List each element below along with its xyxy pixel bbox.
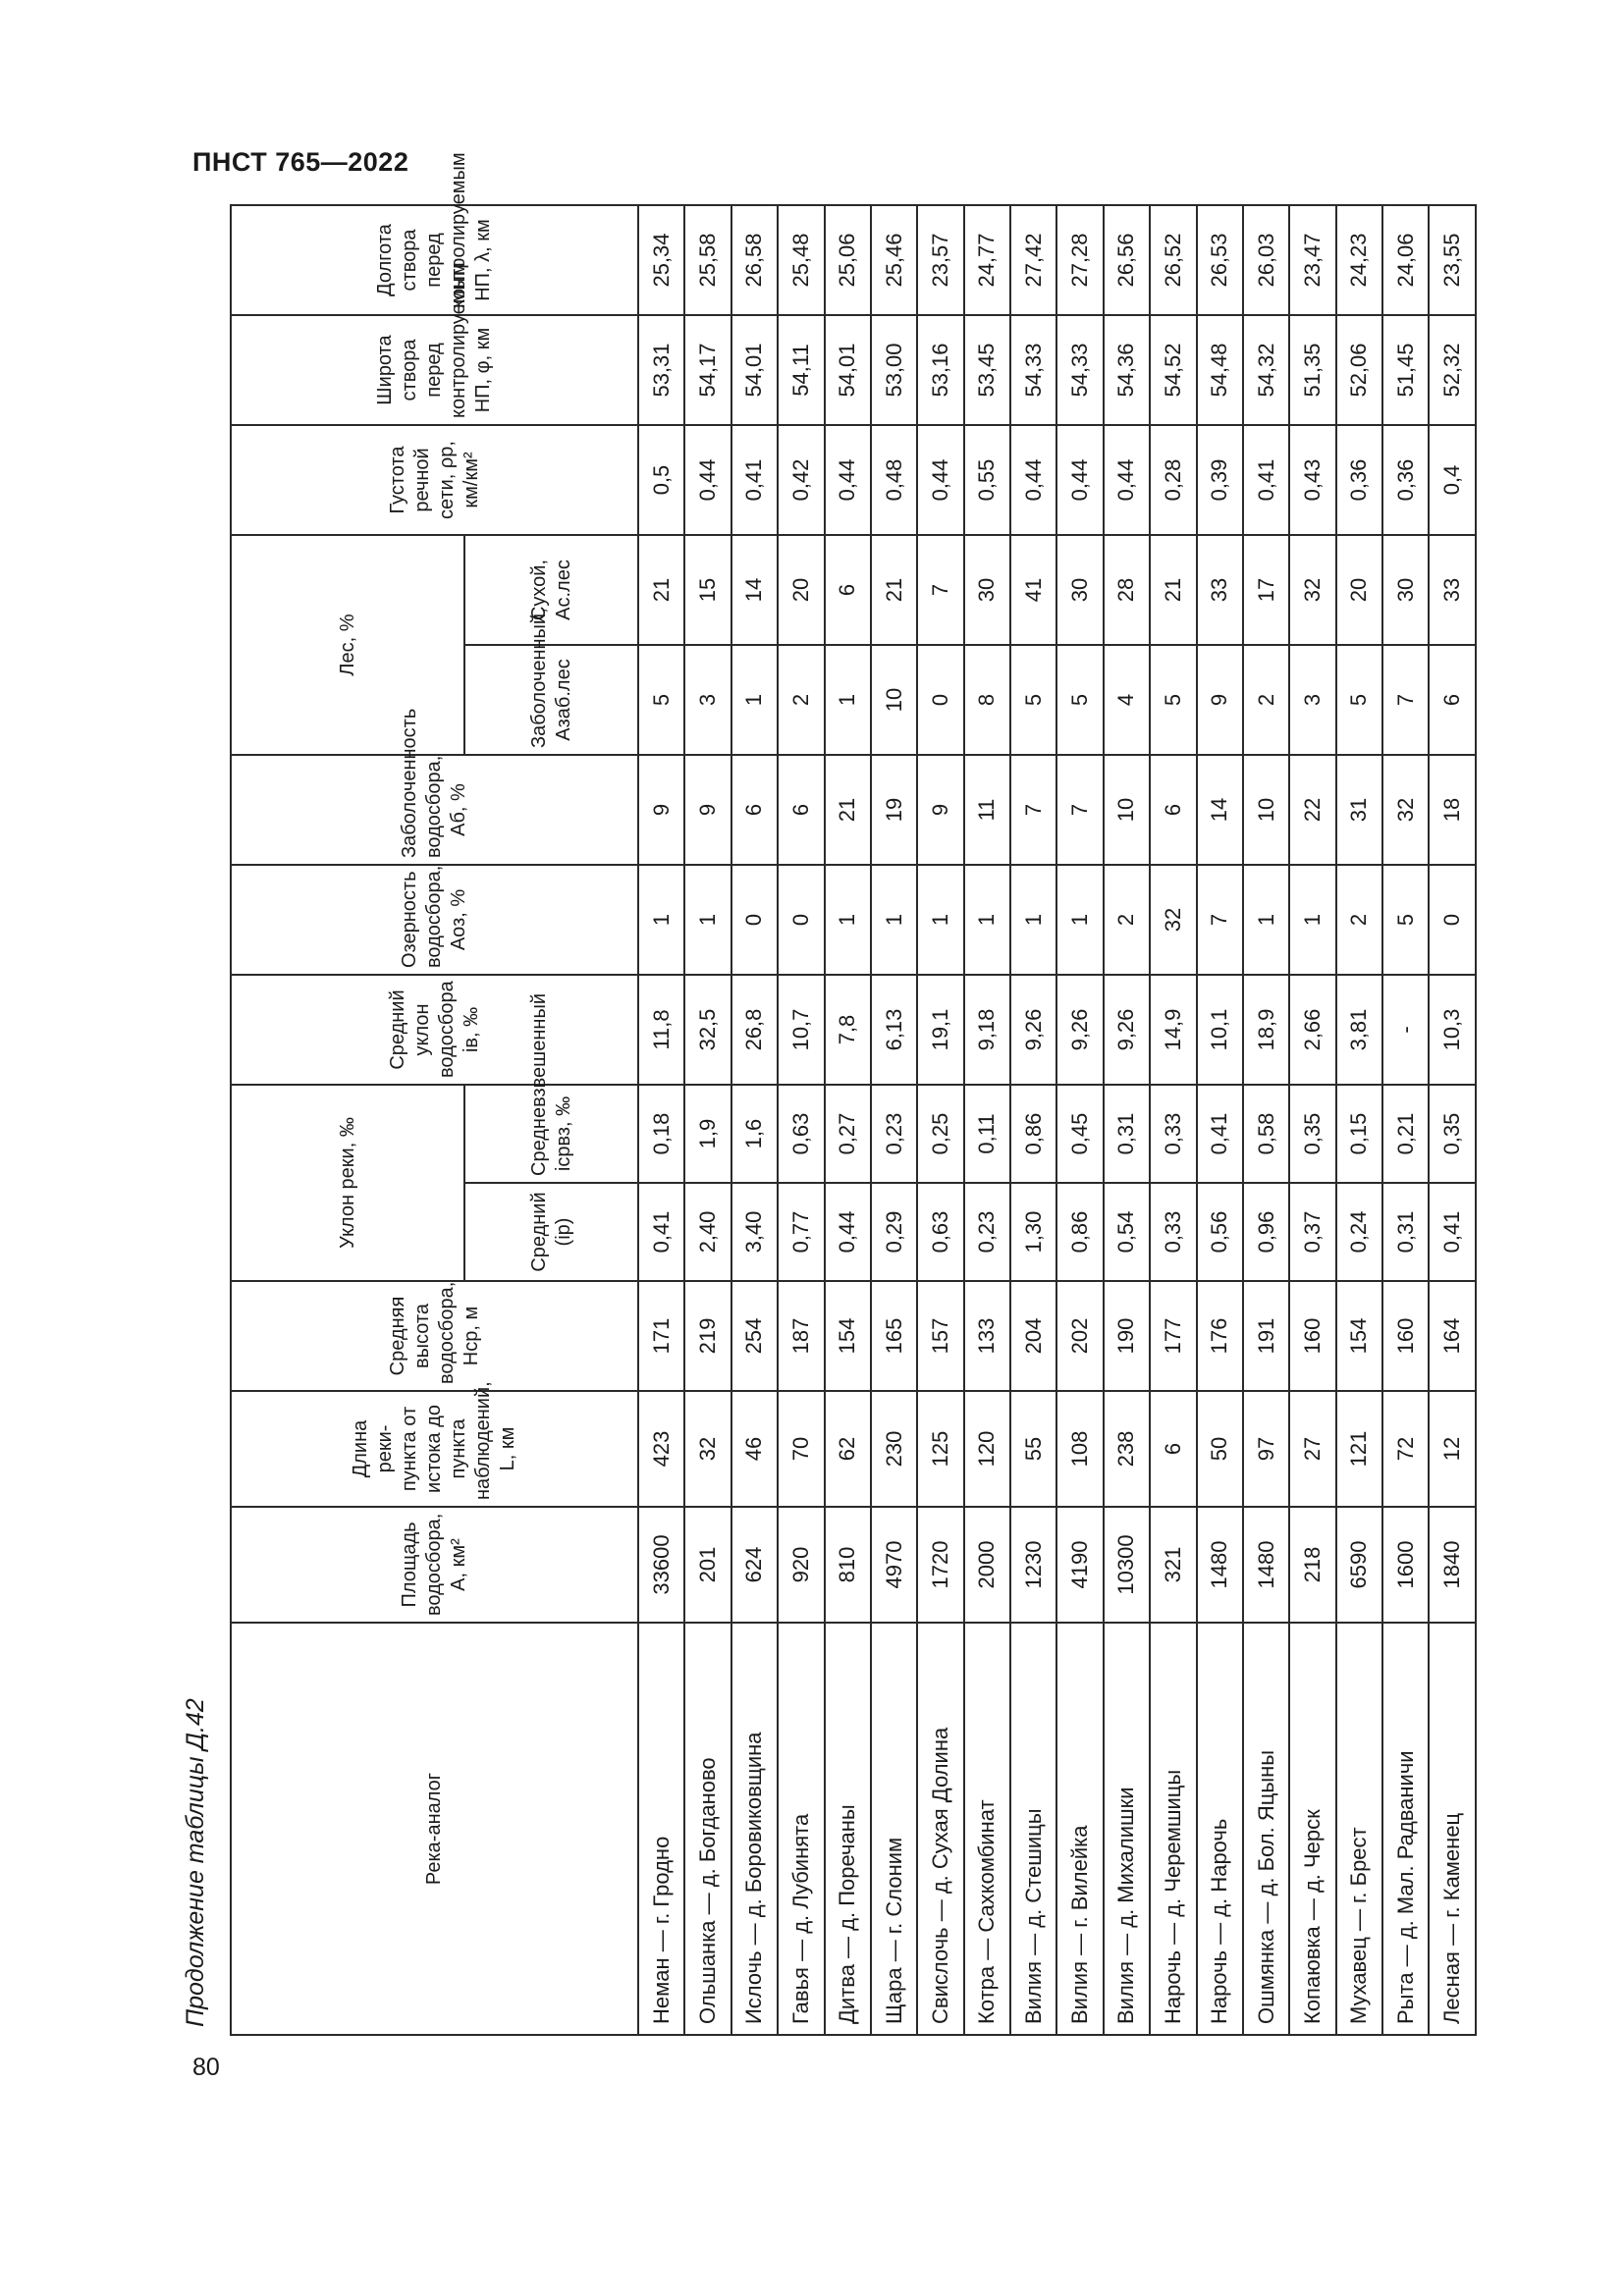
cell-forest-swamp: 10: [871, 645, 917, 755]
cell-length: 62: [825, 1391, 871, 1507]
cell-forest-swamp: 4: [1104, 645, 1150, 755]
cell-slope-weighted: 0,86: [1010, 1085, 1056, 1183]
cell-forest-swamp: 2: [1243, 645, 1289, 755]
header-lakes: Озерность водосбора, Aоз, %: [231, 865, 638, 975]
cell-area: 1600: [1382, 1507, 1429, 1623]
cell-density: 0,39: [1197, 425, 1243, 535]
cell-forest-dry: 30: [964, 535, 1010, 645]
cell-swamp: 6: [778, 755, 824, 865]
cell-river: Мухавец — г. Брест: [1336, 1623, 1382, 2035]
cell-forest-dry: 21: [638, 535, 684, 645]
header-slope-group: Уклон реки, ‰: [231, 1085, 464, 1281]
cell-slope-weighted: 0,18: [638, 1085, 684, 1183]
cell-slope-weighted: 0,25: [917, 1085, 963, 1183]
cell-basin-slope: 10,1: [1197, 975, 1243, 1085]
cell-density: 0,44: [684, 425, 731, 535]
cell-longitude: 25,58: [684, 205, 731, 315]
cell-longitude: 26,52: [1150, 205, 1196, 315]
cell-lakes: 1: [871, 865, 917, 975]
cell-forest-swamp: 6: [1429, 645, 1476, 755]
cell-basin-slope: 10,7: [778, 975, 824, 1085]
cell-latitude: 51,35: [1289, 315, 1335, 425]
cell-forest-swamp: 5: [1010, 645, 1056, 755]
cell-latitude: 54,01: [825, 315, 871, 425]
cell-longitude: 27,28: [1056, 205, 1103, 315]
table-row: [1289, 205, 1335, 2035]
cell-river: Неман — г. Гродно: [638, 1623, 684, 2035]
cell-lakes: 1: [638, 865, 684, 975]
cell-lakes: 0: [731, 865, 778, 975]
cell-height: 204: [1010, 1281, 1056, 1391]
cell-forest-swamp: 7: [1382, 645, 1429, 755]
table-row: [1056, 205, 1103, 2035]
cell-slope-weighted: 0,35: [1429, 1085, 1476, 1183]
cell-density: 0,36: [1382, 425, 1429, 535]
table-row: [778, 205, 824, 2035]
cell-length: 72: [1382, 1391, 1429, 1507]
cell-swamp: 10: [1243, 755, 1289, 865]
cell-density: 0,44: [1010, 425, 1056, 535]
cell-forest-dry: 14: [731, 535, 778, 645]
cell-height: 157: [917, 1281, 963, 1391]
header-slope-mean: Средний (iр): [464, 1183, 638, 1281]
cell-swamp: 9: [684, 755, 731, 865]
cell-forest-dry: 20: [1336, 535, 1382, 645]
cell-slope-mean: 0,77: [778, 1183, 824, 1281]
cell-longitude: 25,34: [638, 205, 684, 315]
header-height: Средняя высота водосбора, Hср, м: [231, 1281, 638, 1391]
cell-river: Свислочь — д. Сухая Долина: [917, 1623, 963, 2035]
cell-length: 27: [1289, 1391, 1335, 1507]
cell-forest-swamp: 1: [731, 645, 778, 755]
cell-density: 0,4: [1429, 425, 1476, 535]
cell-forest-dry: 21: [871, 535, 917, 645]
cell-swamp: 7: [1010, 755, 1056, 865]
cell-forest-dry: 41: [1010, 535, 1056, 645]
cell-forest-dry: 17: [1243, 535, 1289, 645]
cell-forest-swamp: 0: [917, 645, 963, 755]
cell-forest-dry: 7: [917, 535, 963, 645]
cell-length: 230: [871, 1391, 917, 1507]
cell-density: 0,55: [964, 425, 1010, 535]
cell-slope-mean: 2,40: [684, 1183, 731, 1281]
cell-basin-slope: 3,81: [1336, 975, 1382, 1085]
cell-length: 50: [1197, 1391, 1243, 1507]
cell-density: 0,42: [778, 425, 824, 535]
header-latitude: Широта створа перед контролируемым НП, φ, км: [231, 315, 638, 425]
cell-basin-slope: 26,8: [731, 975, 778, 1085]
cell-area: 201: [684, 1507, 731, 1623]
header-slope-weighted: Средневзвешенный iсрвз, ‰: [464, 1085, 638, 1183]
cell-lakes: 2: [1336, 865, 1382, 975]
cell-area: 1480: [1197, 1507, 1243, 1623]
cell-basin-slope: 14,9: [1150, 975, 1196, 1085]
cell-latitude: 53,45: [964, 315, 1010, 425]
cell-height: 165: [871, 1281, 917, 1391]
cell-latitude: 54,01: [731, 315, 778, 425]
cell-longitude: 23,57: [917, 205, 963, 315]
cell-height: 177: [1150, 1281, 1196, 1391]
cell-lakes: 2: [1104, 865, 1150, 975]
cell-area: 1720: [917, 1507, 963, 1623]
cell-forest-dry: 30: [1382, 535, 1429, 645]
cell-lakes: 32: [1150, 865, 1196, 975]
cell-forest-swamp: 8: [964, 645, 1010, 755]
cell-swamp: 19: [871, 755, 917, 865]
cell-longitude: 27,42: [1010, 205, 1056, 315]
cell-length: 32: [684, 1391, 731, 1507]
cell-latitude: 53,00: [871, 315, 917, 425]
cell-longitude: 26,56: [1104, 205, 1150, 315]
cell-longitude: 24,06: [1382, 205, 1429, 315]
table-row: [638, 205, 684, 2035]
cell-height: 190: [1104, 1281, 1150, 1391]
cell-latitude: 54,33: [1056, 315, 1103, 425]
header-forest-swamp: Заболоченный, Aзаб.лес: [464, 645, 638, 755]
table-body: [638, 205, 1476, 2035]
cell-slope-mean: 0,23: [964, 1183, 1010, 1281]
cell-forest-dry: 6: [825, 535, 871, 645]
cell-longitude: 26,03: [1243, 205, 1289, 315]
cell-swamp: 22: [1289, 755, 1335, 865]
cell-area: 2000: [964, 1507, 1010, 1623]
cell-slope-mean: 0,31: [1382, 1183, 1429, 1281]
cell-area: 920: [778, 1507, 824, 1623]
cell-swamp: 10: [1104, 755, 1150, 865]
cell-forest-swamp: 5: [1056, 645, 1103, 755]
cell-basin-slope: 9,26: [1010, 975, 1056, 1085]
cell-slope-weighted: 0,23: [871, 1085, 917, 1183]
cell-height: 219: [684, 1281, 731, 1391]
table-caption: Продолжение таблицы Д.42: [182, 1698, 209, 2027]
cell-slope-weighted: 0,41: [1197, 1085, 1243, 1183]
cell-area: 1840: [1429, 1507, 1476, 1623]
cell-forest-swamp: 9: [1197, 645, 1243, 755]
table-row: [825, 205, 871, 2035]
cell-swamp: 21: [825, 755, 871, 865]
cell-basin-slope: 9,26: [1104, 975, 1150, 1085]
cell-latitude: 54,52: [1150, 315, 1196, 425]
table-row: [964, 205, 1010, 2035]
cell-density: 0,41: [1243, 425, 1289, 535]
cell-river: Гавья — д. Лубинята: [778, 1623, 824, 2035]
cell-river: Ольшанка — д. Богданово: [684, 1623, 731, 2035]
cell-area: 1230: [1010, 1507, 1056, 1623]
cell-basin-slope: 9,18: [964, 975, 1010, 1085]
cell-forest-dry: 30: [1056, 535, 1103, 645]
cell-height: 187: [778, 1281, 824, 1391]
cell-length: 121: [1336, 1391, 1382, 1507]
cell-slope-mean: 0,96: [1243, 1183, 1289, 1281]
cell-swamp: 6: [731, 755, 778, 865]
cell-slope-weighted: 0,31: [1104, 1085, 1150, 1183]
cell-forest-dry: 21: [1150, 535, 1196, 645]
cell-height: 160: [1289, 1281, 1335, 1391]
table-row: [1429, 205, 1476, 2035]
cell-slope-mean: 0,44: [825, 1183, 871, 1281]
cell-latitude: 52,06: [1336, 315, 1382, 425]
cell-density: 0,28: [1150, 425, 1196, 535]
cell-area: 33600: [638, 1507, 684, 1623]
cell-height: 176: [1197, 1281, 1243, 1391]
cell-density: 0,44: [825, 425, 871, 535]
header-area: Площадь водосбора, A, км²: [231, 1507, 638, 1623]
cell-river: Вилия — д. Стешицы: [1010, 1623, 1056, 2035]
cell-density: 0,36: [1336, 425, 1382, 535]
cell-area: 321: [1150, 1507, 1196, 1623]
cell-slope-mean: 0,33: [1150, 1183, 1196, 1281]
cell-height: 254: [731, 1281, 778, 1391]
cell-density: 0,44: [917, 425, 963, 535]
header-forest-group: Лес, %: [231, 535, 464, 755]
table-row: [684, 205, 731, 2035]
cell-river: Щара — г. Слоним: [871, 1623, 917, 2035]
cell-lakes: 1: [1289, 865, 1335, 975]
cell-swamp: 7: [1056, 755, 1103, 865]
cell-river: Рыта — д. Мал. Радваничи: [1382, 1623, 1429, 2035]
header-river: Река-аналог: [231, 1623, 638, 2035]
header-forest-dry: Сухой, Aс.лес: [464, 535, 638, 645]
table-row: [917, 205, 963, 2035]
cell-lakes: 1: [1056, 865, 1103, 975]
cell-slope-weighted: 0,45: [1056, 1085, 1103, 1183]
cell-lakes: 5: [1382, 865, 1429, 975]
cell-height: 202: [1056, 1281, 1103, 1391]
cell-forest-dry: 15: [684, 535, 731, 645]
cell-area: 10300: [1104, 1507, 1150, 1623]
cell-height: 133: [964, 1281, 1010, 1391]
cell-slope-mean: 0,41: [1429, 1183, 1476, 1281]
cell-latitude: 53,16: [917, 315, 963, 425]
cell-slope-mean: 0,54: [1104, 1183, 1150, 1281]
cell-slope-weighted: 0,11: [964, 1085, 1010, 1183]
table-row: [731, 205, 778, 2035]
table-row: [1150, 205, 1196, 2035]
cell-forest-dry: 32: [1289, 535, 1335, 645]
cell-swamp: 32: [1382, 755, 1429, 865]
cell-length: 423: [638, 1391, 684, 1507]
cell-forest-dry: 28: [1104, 535, 1150, 645]
cell-length: 108: [1056, 1391, 1103, 1507]
cell-swamp: 6: [1150, 755, 1196, 865]
cell-basin-slope: 10,3: [1429, 975, 1476, 1085]
cell-height: 164: [1429, 1281, 1476, 1391]
cell-area: 218: [1289, 1507, 1335, 1623]
cell-density: 0,48: [871, 425, 917, 535]
cell-density: 0,41: [731, 425, 778, 535]
cell-slope-mean: 0,24: [1336, 1183, 1382, 1281]
cell-forest-dry: 33: [1197, 535, 1243, 645]
cell-basin-slope: 32,5: [684, 975, 731, 1085]
cell-longitude: 25,46: [871, 205, 917, 315]
cell-basin-slope: 11,8: [638, 975, 684, 1085]
cell-length: 46: [731, 1391, 778, 1507]
cell-latitude: 54,36: [1104, 315, 1150, 425]
cell-lakes: 1: [917, 865, 963, 975]
cell-length: 125: [917, 1391, 963, 1507]
cell-length: 55: [1010, 1391, 1056, 1507]
cell-slope-weighted: 1,6: [731, 1085, 778, 1183]
cell-longitude: 26,53: [1197, 205, 1243, 315]
cell-river: Вилия — г. Вилейка: [1056, 1623, 1103, 2035]
cell-forest-swamp: 5: [1336, 645, 1382, 755]
cell-forest-swamp: 5: [1150, 645, 1196, 755]
cell-latitude: 54,32: [1243, 315, 1289, 425]
cell-lakes: 1: [1010, 865, 1056, 975]
cell-swamp: 31: [1336, 755, 1382, 865]
cell-density: 0,5: [638, 425, 684, 535]
cell-basin-slope: 9,26: [1056, 975, 1103, 1085]
cell-river: Ошмянка — д. Бол. Яцыны: [1243, 1623, 1289, 2035]
cell-river: Лесная — г. Каменец: [1429, 1623, 1476, 2035]
cell-length: 6: [1150, 1391, 1196, 1507]
cell-latitude: 54,48: [1197, 315, 1243, 425]
cell-height: 160: [1382, 1281, 1429, 1391]
cell-longitude: 24,23: [1336, 205, 1382, 315]
cell-lakes: 1: [1243, 865, 1289, 975]
cell-river: Котра — Сахкомбинат: [964, 1623, 1010, 2035]
cell-length: 120: [964, 1391, 1010, 1507]
cell-density: 0,43: [1289, 425, 1335, 535]
table-row: [871, 205, 917, 2035]
cell-density: 0,44: [1104, 425, 1150, 535]
cell-forest-swamp: 1: [825, 645, 871, 755]
cell-slope-mean: 0,63: [917, 1183, 963, 1281]
cell-river: Дитва — д. Поречаны: [825, 1623, 871, 2035]
cell-lakes: 1: [825, 865, 871, 975]
cell-area: 624: [731, 1507, 778, 1623]
cell-forest-swamp: 2: [778, 645, 824, 755]
cell-height: 171: [638, 1281, 684, 1391]
cell-basin-slope: 18,9: [1243, 975, 1289, 1085]
cell-area: 6590: [1336, 1507, 1382, 1623]
cell-latitude: 53,31: [638, 315, 684, 425]
table-row: [1010, 205, 1056, 2035]
cell-length: 238: [1104, 1391, 1150, 1507]
cell-slope-weighted: 0,15: [1336, 1085, 1382, 1183]
cell-lakes: 1: [964, 865, 1010, 975]
cell-slope-mean: 1,30: [1010, 1183, 1056, 1281]
cell-forest-dry: 20: [778, 535, 824, 645]
header-swamp: Заболоченность водосбора, Aб, %: [231, 755, 638, 865]
cell-height: 191: [1243, 1281, 1289, 1391]
table-row: [1104, 205, 1150, 2035]
cell-river: Нарочь — д. Черемшицы: [1150, 1623, 1196, 2035]
cell-area: 4190: [1056, 1507, 1103, 1623]
cell-lakes: 7: [1197, 865, 1243, 975]
cell-height: 154: [1336, 1281, 1382, 1391]
cell-river: Вилия — д. Михалишки: [1104, 1623, 1150, 2035]
cell-longitude: 23,55: [1429, 205, 1476, 315]
cell-length: 97: [1243, 1391, 1289, 1507]
cell-lakes: 0: [1429, 865, 1476, 975]
cell-slope-mean: 0,37: [1289, 1183, 1335, 1281]
cell-slope-weighted: 0,21: [1382, 1085, 1429, 1183]
cell-latitude: 54,33: [1010, 315, 1056, 425]
document-code: ПНСТ 765—2022: [192, 147, 409, 177]
cell-swamp: 11: [964, 755, 1010, 865]
cell-river: Ислочь — д. Боровиковщина: [731, 1623, 778, 2035]
cell-latitude: 51,45: [1382, 315, 1429, 425]
table-row: [1336, 205, 1382, 2035]
cell-density: 0,44: [1056, 425, 1103, 535]
cell-length: 70: [778, 1391, 824, 1507]
table-row: [1197, 205, 1243, 2035]
header-longitude: Долгота створа перед контролируемым НП, λ, км: [231, 205, 638, 315]
cell-longitude: 26,58: [731, 205, 778, 315]
cell-slope-mean: 0,86: [1056, 1183, 1103, 1281]
table-row: [1243, 205, 1289, 2035]
header-length: Длина реки-пункта от истока до пункта наблюдений, L, км: [231, 1391, 638, 1507]
cell-slope-mean: 0,41: [638, 1183, 684, 1281]
cell-longitude: 25,06: [825, 205, 871, 315]
cell-slope-weighted: 0,58: [1243, 1085, 1289, 1183]
cell-basin-slope: 19,1: [917, 975, 963, 1085]
cell-slope-mean: 0,56: [1197, 1183, 1243, 1281]
cell-basin-slope: -: [1382, 975, 1429, 1085]
cell-longitude: 25,48: [778, 205, 824, 315]
cell-forest-swamp: 5: [638, 645, 684, 755]
cell-area: 810: [825, 1507, 871, 1623]
header-basin-slope: Средний уклон водосбора iв, ‰: [231, 975, 638, 1085]
header-density: Густота речной сети, ρр, км/км²: [231, 425, 638, 535]
cell-lakes: 0: [778, 865, 824, 975]
cell-swamp: 14: [1197, 755, 1243, 865]
cell-area: 1480: [1243, 1507, 1289, 1623]
cell-slope-mean: 0,29: [871, 1183, 917, 1281]
cell-longitude: 23,47: [1289, 205, 1335, 315]
cell-slope-weighted: 0,35: [1289, 1085, 1335, 1183]
cell-slope-mean: 3,40: [731, 1183, 778, 1281]
cell-river: Нарочь — д. Нарочь: [1197, 1623, 1243, 2035]
table-row: [1382, 205, 1429, 2035]
cell-basin-slope: 6,13: [871, 975, 917, 1085]
cell-forest-swamp: 3: [1289, 645, 1335, 755]
cell-river: Копаювка — д. Черск: [1289, 1623, 1335, 2035]
cell-basin-slope: 2,66: [1289, 975, 1335, 1085]
cell-lakes: 1: [684, 865, 731, 975]
cell-swamp: 18: [1429, 755, 1476, 865]
cell-height: 154: [825, 1281, 871, 1391]
cell-longitude: 24,77: [964, 205, 1010, 315]
cell-slope-weighted: 0,63: [778, 1085, 824, 1183]
page-number: 80: [192, 2054, 220, 2081]
cell-swamp: 9: [638, 755, 684, 865]
cell-latitude: 52,32: [1429, 315, 1476, 425]
cell-slope-weighted: 0,33: [1150, 1085, 1196, 1183]
cell-length: 12: [1429, 1391, 1476, 1507]
cell-forest-swamp: 3: [684, 645, 731, 755]
cell-swamp: 9: [917, 755, 963, 865]
cell-area: 4970: [871, 1507, 917, 1623]
cell-basin-slope: 7,8: [825, 975, 871, 1085]
cell-latitude: 54,17: [684, 315, 731, 425]
cell-slope-weighted: 0,27: [825, 1085, 871, 1183]
cell-forest-dry: 33: [1429, 535, 1476, 645]
cell-latitude: 54,11: [778, 315, 824, 425]
cell-slope-weighted: 1,9: [684, 1085, 731, 1183]
